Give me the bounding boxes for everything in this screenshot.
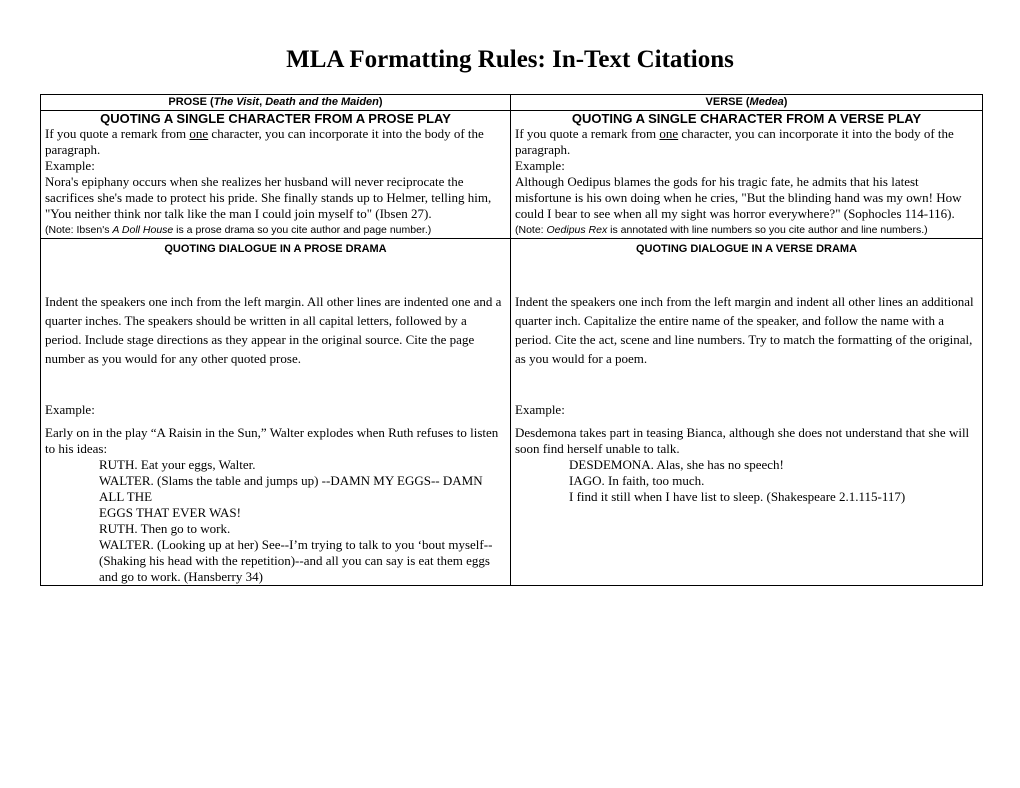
prose-dialogue-cell: [41, 239, 511, 586]
prose-single-cell: [41, 111, 511, 239]
prose-dialogue-example-label: Example:: [45, 402, 95, 417]
prose-dialogue-instructions: Indent the speakers one inch from the left margin. All other lines are indented one and a quarter inches. The speakers should be written in all capital letters, followed by a period. Include stage directions as they appear in the original source. Cite the page number as you would for any other quoted prose.: [45, 294, 502, 366]
prose-dialogue-line: WALTER. (Slams the table and jumps up) --DAMN MY EGGS-- DAMN ALL THE: [99, 473, 483, 504]
prose-single-example-label: Example:: [45, 158, 95, 173]
prose-work-1: The Visit: [213, 96, 260, 108]
verse-single-cell: [511, 111, 983, 239]
dialogue-row: [41, 239, 983, 586]
verse-single-intro: If you quote a remark from one character, you can incorporate it into the body of the paragraph.: [515, 126, 954, 157]
prose-dialogue-intro: Early on in the play “A Raisin in the Sun,” Walter explodes when Ruth refuses to listen to his ideas:: [45, 425, 499, 456]
column-header-row: [41, 95, 983, 111]
verse-dialogue-line: IAGO. In faith, too much.: [569, 473, 705, 488]
verse-dialogue-heading: QUOTING DIALOGUE IN A VERSE DRAMA: [635, 243, 858, 255]
verse-dialogue-line: DESDEMONA. Alas, she has no speech!: [569, 457, 784, 472]
prose-works-sep: ,: [259, 96, 266, 108]
prose-column-header: PROSE (The Visit, Death and the Maiden): [41, 95, 511, 111]
verse-single-example-label: Example:: [515, 158, 565, 173]
prose-dialogue-line: WALTER. (Looking up at her) See--I’m trying to talk to you ‘bout myself--(Shaking his head with the repetition)--and all you can say is eat them eggs and go to work. (Hansberry 34): [99, 537, 493, 584]
verse-dialogue-line: I find it still when I have list to sleep. (Shakespeare 2.1.115-117): [569, 489, 906, 504]
prose-single-note: (Note: Ibsen's A Doll House is a prose drama so you cite author and page number.): [45, 224, 432, 236]
page-title: MLA Formatting Rules: In-Text Citations: [286, 46, 734, 73]
verse-single-note: (Note: Oedipus Rex is annotated with line numbers so you cite author and line numbers.): [515, 224, 928, 236]
prose-label: PROSE: [168, 96, 207, 108]
single-character-row: [41, 111, 983, 239]
verse-dialogue-cell: [511, 239, 983, 586]
prose-dialogue-line: EGGS THAT EVER WAS!: [99, 505, 241, 520]
verse-label: VERSE: [705, 96, 743, 108]
prose-dialogue-heading: QUOTING DIALOGUE IN A PROSE DRAMA: [164, 243, 387, 255]
prose-dialogue-line: RUTH. Eat your eggs, Walter.: [99, 457, 256, 472]
verse-work: Medea: [749, 96, 784, 108]
verse-column-header: VERSE (Medea): [511, 95, 983, 111]
prose-single-heading: QUOTING A SINGLE CHARACTER FROM A PROSE PLAY: [100, 111, 451, 126]
verse-single-heading: QUOTING A SINGLE CHARACTER FROM A VERSE PLAY: [571, 111, 922, 126]
prose-single-example: Nora's epiphany occurs when she realizes her husband will never reciprocate the sacrifices she's made to protect his pride. She finally stands up to Helmer, telling him, "You neither think nor talk like the man I could join myself to" (Ibsen 27).: [45, 174, 492, 221]
prose-work-2: Death and the Maiden: [265, 96, 379, 108]
verse-dialogue-intro: Desdemona takes part in teasing Bianca, although she does not understand that she will soon find herself unable to talk.: [515, 425, 970, 456]
citation-table: [40, 94, 983, 586]
prose-dialogue-line: RUTH. Then go to work.: [99, 521, 231, 536]
verse-single-example: Although Oedipus blames the gods for his tragic fate, he admits that his latest misfortune is his own doing when he cries, "But the blinding hand was my own! How could I bear to see when all my sight was horror everywhere?" (Sophocles 114-116).: [515, 174, 962, 221]
verse-dialogue-instructions: Indent the speakers one inch from the left margin and indent all other lines an additional quarter inch. Capitalize the entire name of the speaker, and follow the name with a period. Cite the act, scene and line numbers. Try to match the formatting of the original, as you would for a poem.: [515, 294, 974, 366]
prose-single-intro: If you quote a remark from one character, you can incorporate it into the body of the paragraph.: [45, 126, 484, 157]
verse-dialogue-example-label: Example:: [515, 402, 565, 417]
